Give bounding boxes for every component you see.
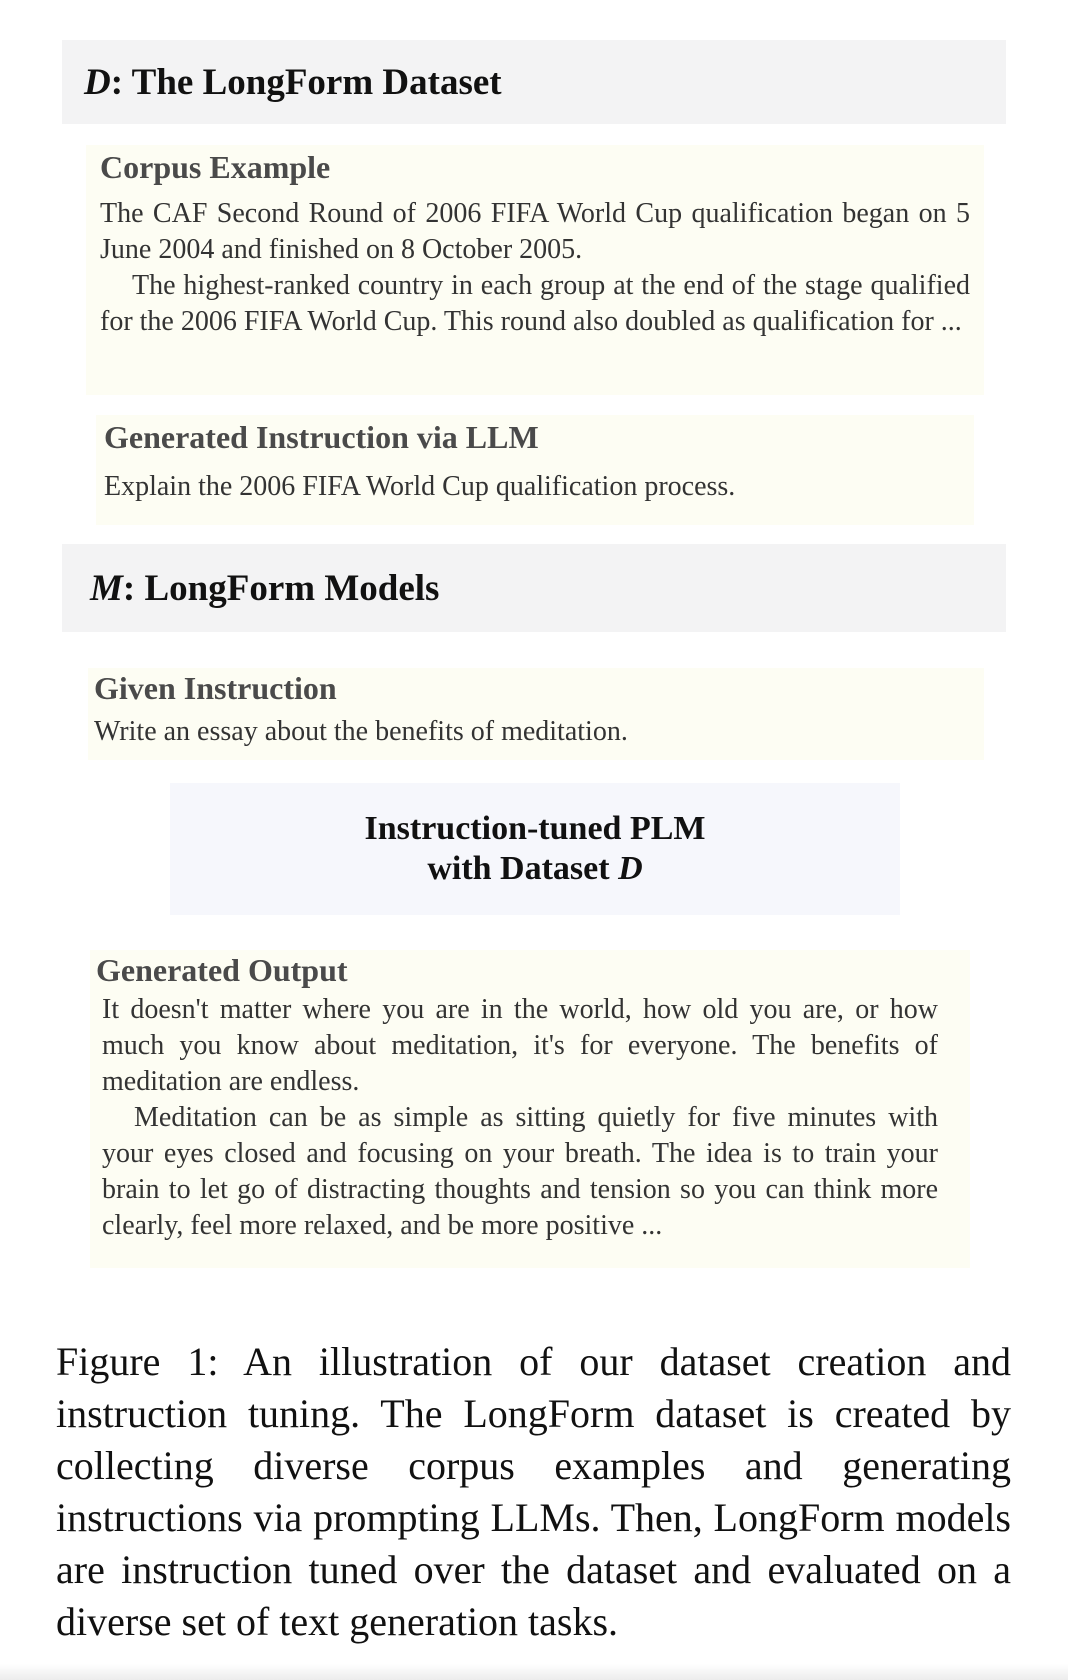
instruction-tuned-plm-box bbox=[170, 783, 900, 915]
plm-dataset-symbol: D bbox=[618, 850, 643, 887]
generated-output-box bbox=[90, 950, 970, 1268]
figure-caption: Figure 1: An illustration of our dataset creation and instruction tuning. The LongForm dataset is created by collecting diverse corpus examples and generating instructions via prompting LLMs. Then, LongForm models are instruction tuned over the dataset and evaluated on a diverse set of text generation tasks. bbox=[56, 1339, 1011, 1644]
corpus-example-box bbox=[86, 145, 984, 395]
plm-line-2-prefix: with Dataset bbox=[427, 850, 619, 887]
dataset-section-title: : The LongForm Dataset bbox=[110, 61, 502, 103]
corpus-example-paragraph-2: The highest-ranked country in each group at the end of the stage qualified for the 2006 FIFA World Cup. This round also doubled as qualification for ... bbox=[100, 270, 970, 337]
page-bottom-shadow bbox=[0, 1664, 1068, 1680]
generated-instruction-box bbox=[96, 415, 974, 525]
dataset-symbol: D bbox=[84, 61, 111, 103]
models-section-title: : LongForm Models bbox=[122, 567, 440, 609]
section-header-models bbox=[62, 544, 1006, 632]
given-instruction-title: Given Instruction bbox=[94, 670, 337, 706]
plm-line-1: Instruction-tuned PLM bbox=[364, 810, 706, 847]
corpus-example-paragraph-1: The CAF Second Round of 2006 FIFA World Cup qualification began on 5 June 2004 and finished on 8 October 2005. bbox=[100, 198, 970, 265]
models-symbol: M bbox=[90, 567, 123, 609]
corpus-example-title: Corpus Example bbox=[100, 149, 331, 185]
given-instruction-text: Write an essay about the benefits of meditation. bbox=[94, 716, 628, 747]
plm-line-2 bbox=[427, 849, 642, 889]
generated-output-paragraph-1: It doesn't matter where you are in the world, how old you are, or how much you know about meditation, it's for everyone. The benefits of meditation are endless. bbox=[102, 994, 938, 1097]
generated-instruction-title: Generated Instruction via LLM bbox=[104, 419, 539, 455]
generated-output-title: Generated Output bbox=[96, 952, 348, 988]
section-header-dataset bbox=[62, 40, 1006, 124]
given-instruction-box bbox=[88, 668, 984, 760]
generated-instruction-text: Explain the 2006 FIFA World Cup qualification process. bbox=[104, 471, 736, 502]
generated-output-paragraph-2: Meditation can be as simple as sitting quietly for five minutes with your eyes closed and focusing on your breath. The idea is to train your brain to let go of distracting thoughts and tension so you can think more clearly, feel more relaxed, and be more positive ... bbox=[102, 1102, 938, 1241]
